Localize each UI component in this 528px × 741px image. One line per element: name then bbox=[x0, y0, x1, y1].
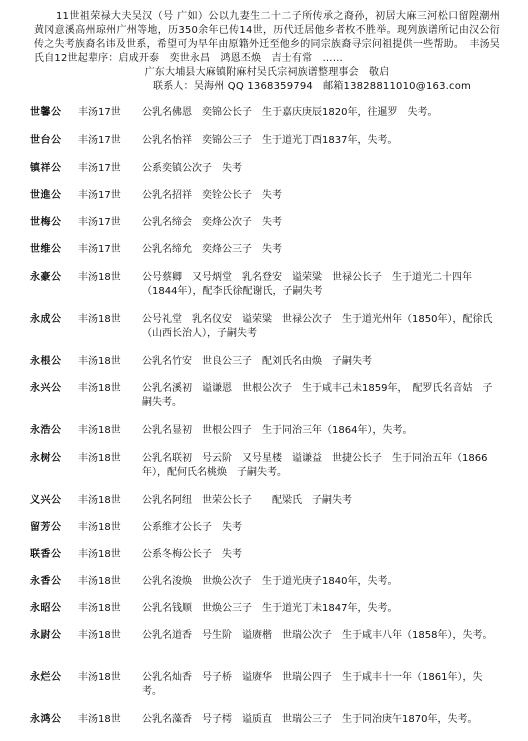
contact-organization: 广东大埔县大麻镇附麻村吴氏宗祠族谱整理事会 敬启 bbox=[144, 67, 390, 78]
entry-generation: 丰汤18世 bbox=[78, 356, 121, 367]
entry-generation: 丰汤17世 bbox=[78, 107, 121, 118]
genealogy-entry bbox=[30, 671, 500, 713]
page-header bbox=[34, 10, 500, 94]
genealogy-entry bbox=[30, 189, 500, 216]
entry-generation: 丰汤18世 bbox=[78, 630, 121, 641]
entry-name: 世馨公 bbox=[30, 107, 62, 118]
entry-text: 公乳名怡祥 奕锦公三子 生于道光丁酉1837年，失考。 bbox=[142, 135, 398, 146]
entry-text: 公号蔡卿 又号炳堂 乳名登安 谥荣粱 世禄公长子 生于道光二十四年（1844年），配李氏徐配谢氏，子嗣失考 bbox=[142, 272, 472, 297]
intro-paragraph: 11世祖荣禄大夫吴汉（号 广如）公以九妻生二十二子所传承之裔孙，初居大麻三河松口留隍潮州黄冈意溪高州琼州广州等地，历350余年已传14世，历代迁居他乡者枚不胜举。现列族谱所记由汉公衍传之失考族裔名讳及世系，希望可为早年由原籍外迁至他乡的同宗族裔寻宗问祖提供一些帮助。 丰汤吴氏自12世起辈序：启成开泰 奕世永昌 鸿恩丕焕 吉士有常 …… bbox=[34, 11, 500, 64]
contact-person: 联系人：吴海州 QQ 1368359794 邮箱13828811010@163.com bbox=[153, 81, 471, 92]
genealogy-entry bbox=[30, 424, 500, 452]
entry-generation: 丰汤18世 bbox=[78, 522, 121, 533]
entry-text: 公乳名道香 号生阶 谥赓楷 世瑞公次子 生于咸丰八年（1858年），失考。 bbox=[142, 630, 493, 641]
entry-generation: 丰汤17世 bbox=[78, 135, 121, 146]
entry-generation: 丰汤18世 bbox=[78, 714, 121, 725]
entry-generation: 丰汤18世 bbox=[78, 453, 121, 464]
entry-generation: 丰汤18世 bbox=[78, 314, 121, 325]
genealogy-entry bbox=[30, 162, 500, 189]
entry-name: 永根公 bbox=[30, 356, 62, 367]
entry-name: 世维公 bbox=[30, 244, 62, 255]
genealogy-entry bbox=[30, 243, 500, 271]
entry-name: 世台公 bbox=[30, 135, 62, 146]
entry-generation: 丰汤18世 bbox=[78, 495, 121, 506]
entry-text: 公系冬梅公长子 失考 bbox=[142, 549, 242, 560]
entry-name: 永成公 bbox=[30, 314, 62, 325]
entry-generation: 丰汤18世 bbox=[78, 383, 121, 394]
genealogy-list bbox=[30, 106, 500, 733]
entry-generation: 丰汤18世 bbox=[78, 672, 121, 683]
entry-generation: 丰汤17世 bbox=[78, 163, 121, 174]
entry-name: 永树公 bbox=[30, 453, 62, 464]
entry-text: 公乳名阿纽 世荣公长子 配梁氏 子嗣失考 bbox=[142, 495, 352, 506]
entry-name: 永浩公 bbox=[30, 425, 62, 436]
entry-name: 世進公 bbox=[30, 190, 62, 201]
genealogy-entry bbox=[30, 271, 500, 313]
entry-generation: 丰汤18世 bbox=[78, 272, 121, 283]
entry-text: 公乳名缔允 奕烽公三子 失考 bbox=[142, 244, 282, 255]
entry-text: 公乳名溪初 谥谦恩 世根公次子 生于咸丰己未1859年， 配罗氏名音姑 子嗣失考。 bbox=[142, 383, 493, 408]
entry-generation: 丰汤18世 bbox=[78, 425, 121, 436]
entry-text: 公乳名联初 号云阶 又号星楼 谥谦益 世捷公长子 生于同治五年（1866年），配何氏名桃焕 子嗣失考。 bbox=[142, 453, 488, 478]
entry-text: 公乳名招祥 奕铨公长子 失考 bbox=[142, 190, 282, 201]
genealogy-entry bbox=[30, 382, 500, 424]
entry-text: 公乳名藻香 号子樗 谥质直 世瑞公三子 生于同治庚午1870年，失考。 bbox=[142, 714, 478, 725]
entry-text: 公乳名竹安 世良公三子 配刘氏名由焕 子嗣失考 bbox=[142, 356, 372, 367]
entry-text: 公系奕镇公次子 失考 bbox=[142, 163, 242, 174]
genealogy-entry bbox=[30, 629, 500, 671]
entry-name: 永豪公 bbox=[30, 272, 62, 283]
entry-name: 留芳公 bbox=[30, 522, 62, 533]
entry-text: 公乳名浚焕 世焕公次子 生于道光庚子1840年，失考。 bbox=[142, 576, 398, 587]
entry-generation: 丰汤18世 bbox=[78, 549, 121, 560]
entry-text: 公系维才公长子 失考 bbox=[142, 522, 242, 533]
entry-generation: 丰汤18世 bbox=[78, 576, 121, 587]
entry-text: 公乳名佛恩 奕锦公长子 生于嘉庆庚辰1820年，往暹罗 失考。 bbox=[142, 107, 438, 118]
genealogy-entry bbox=[30, 521, 500, 548]
entry-name: 永昭公 bbox=[30, 603, 62, 614]
genealogy-entry bbox=[30, 602, 500, 629]
entry-text: 公乳名钱顺 世焕公三子 生于道光丁未1847年，失考。 bbox=[142, 603, 398, 614]
entry-generation: 丰汤17世 bbox=[78, 190, 121, 201]
entry-generation: 丰汤17世 bbox=[78, 217, 121, 228]
entry-text: 公乳名显初 世根公四子 生于同治三年（1864年），失考。 bbox=[142, 425, 413, 436]
entry-name: 永尉公 bbox=[30, 630, 62, 641]
entry-name: 永烂公 bbox=[30, 672, 62, 683]
genealogy-entry bbox=[30, 494, 500, 521]
entry-text: 公乳名缔会 奕烽公次子 失考 bbox=[142, 217, 282, 228]
entry-name: 永兴公 bbox=[30, 383, 62, 394]
genealogy-entry bbox=[30, 355, 500, 382]
genealogy-entry bbox=[30, 575, 500, 602]
genealogy-entry bbox=[30, 548, 500, 575]
entry-text: 公号礼堂 乳名仪安 谥荣粱 世禄公次子 生于道光州年（1850年），配徐氏（山西长治人），子嗣失考 bbox=[142, 314, 493, 339]
genealogy-entry bbox=[30, 134, 500, 162]
entry-name: 镇祥公 bbox=[30, 163, 62, 174]
entry-generation: 丰汤17世 bbox=[78, 244, 121, 255]
genealogy-entry bbox=[30, 452, 500, 494]
entry-text: 公乳名灿香 号子桥 谥赓华 世瑞公四子 生于咸丰十一年（1861年），失考。 bbox=[142, 672, 483, 697]
genealogy-entry bbox=[30, 713, 500, 733]
entry-name: 联香公 bbox=[30, 549, 62, 560]
entry-generation: 丰汤18世 bbox=[78, 603, 121, 614]
entry-name: 世梅公 bbox=[30, 217, 62, 228]
entry-name: 永鸿公 bbox=[30, 714, 62, 725]
entry-name: 义兴公 bbox=[30, 495, 62, 506]
genealogy-entry bbox=[30, 106, 500, 134]
genealogy-entry bbox=[30, 216, 500, 243]
entry-name: 永香公 bbox=[30, 576, 62, 587]
genealogy-entry bbox=[30, 313, 500, 355]
